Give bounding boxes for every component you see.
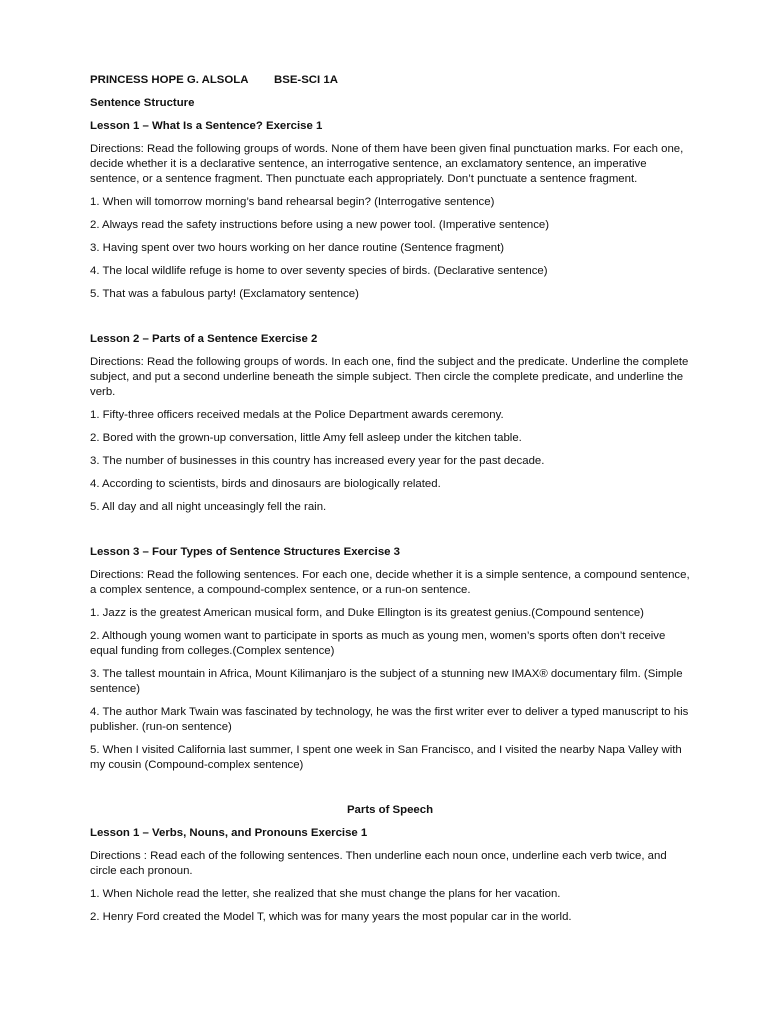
student-header [90, 73, 690, 88]
lesson1-item: 3. Having spent over two hours working on her dance routine (Sentence fragment) [90, 242, 505, 254]
section-title-parts-of-speech: Parts of Speech [346, 804, 434, 816]
student-name: PRINCESS HOPE G. ALSOLA [90, 74, 249, 86]
lesson1-item: 5. That was a fabulous party! (Exclamatory sentence) [90, 288, 359, 300]
lesson1-title: Lesson 1 – What Is a Sentence? Exercise 1 [90, 120, 323, 132]
lesson1-directions: Directions: Read the following groups of words. None of them have been given final punctuation marks. For each one, decide whether it is a declarative sentence, an interrogative sentence, an exclamatory sentence, an imperative sentence, or a sentence fragment. Then punctuate each appropriately. Don’t punctuate a sentence fragment. [90, 143, 684, 185]
pos-lesson1-item: 2. Henry Ford created the Model T, which was for many years the most popular car in the world. [90, 911, 572, 923]
pos-lesson1-item: 1. When Nichole read the letter, she realized that she must change the plans for her vacation. [90, 888, 561, 900]
lesson1-item: 4. The local wildlife refuge is home to over seventy species of birds. (Declarative sentence) [90, 265, 548, 277]
lesson2-item: 4. According to scientists, birds and dinosaurs are biologically related. [90, 478, 441, 490]
pos-lesson1-title: Lesson 1 – Verbs, Nouns, and Pronouns Exercise 1 [90, 827, 368, 839]
lesson3-item: 2. Although young women want to participate in sports as much as young men, women’s sports often don’t receive equal funding from colleges.(Complex sentence) [90, 630, 666, 657]
lesson2-item: 5. All day and all night unceasingly fell the rain. [90, 501, 327, 513]
student-section: BSE-SCI 1A [274, 74, 338, 86]
lesson3-item: 1. Jazz is the greatest American musical form, and Duke Ellington is its greatest genius.(Compound sentence) [90, 607, 644, 619]
lesson1-item: 2. Always read the safety instructions before using a new power tool. (Imperative sentence) [90, 219, 550, 231]
lesson3-directions: Directions: Read the following sentences. For each one, decide whether it is a simple sentence, a compound sentence, a complex sentence, a compound-complex sentence, or a run-on sentence. [90, 569, 690, 596]
lesson3-item: 3. The tallest mountain in Africa, Mount Kilimanjaro is the subject of a stunning new IMAX® documentary film. (Simple sentence) [90, 668, 683, 695]
lesson2-item: 2. Bored with the grown-up conversation, little Amy fell asleep under the kitchen table. [90, 432, 522, 444]
lesson3-item: 5. When I visited California last summer, I spent one week in San Francisco, and I visited the nearby Napa Valley with my cousin (Compound-complex sentence) [90, 744, 682, 771]
lesson1-item: 1. When will tomorrow morning’s band rehearsal begin? (Interrogative sentence) [90, 196, 495, 208]
lesson2-title: Lesson 2 – Parts of a Sentence Exercise 2 [90, 333, 318, 345]
lesson3-item: 4. The author Mark Twain was fascinated by technology, he was the first writer ever to deliver a typed manuscript to his publisher. (run-on sentence) [90, 706, 689, 733]
section-title-sentence-structure: Sentence Structure [90, 97, 195, 109]
lesson3-title: Lesson 3 – Four Types of Sentence Structures Exercise 3 [90, 546, 400, 558]
lesson2-item: 3. The number of businesses in this country has increased every year for the past decade. [90, 455, 545, 467]
lesson2-item: 1. Fifty-three officers received medals at the Police Department awards ceremony. [90, 409, 504, 421]
document-page [90, 64, 690, 925]
pos-lesson1-directions: Directions : Read each of the following sentences. Then underline each noun once, underline each verb twice, and circle each pronoun. [90, 850, 667, 877]
lesson2-directions: Directions: Read the following groups of words. In each one, find the subject and the predicate. Underline the complete subject, and put a second underline beneath the simple subject. Then circle the complete predicate, and underline the verb. [90, 356, 689, 398]
